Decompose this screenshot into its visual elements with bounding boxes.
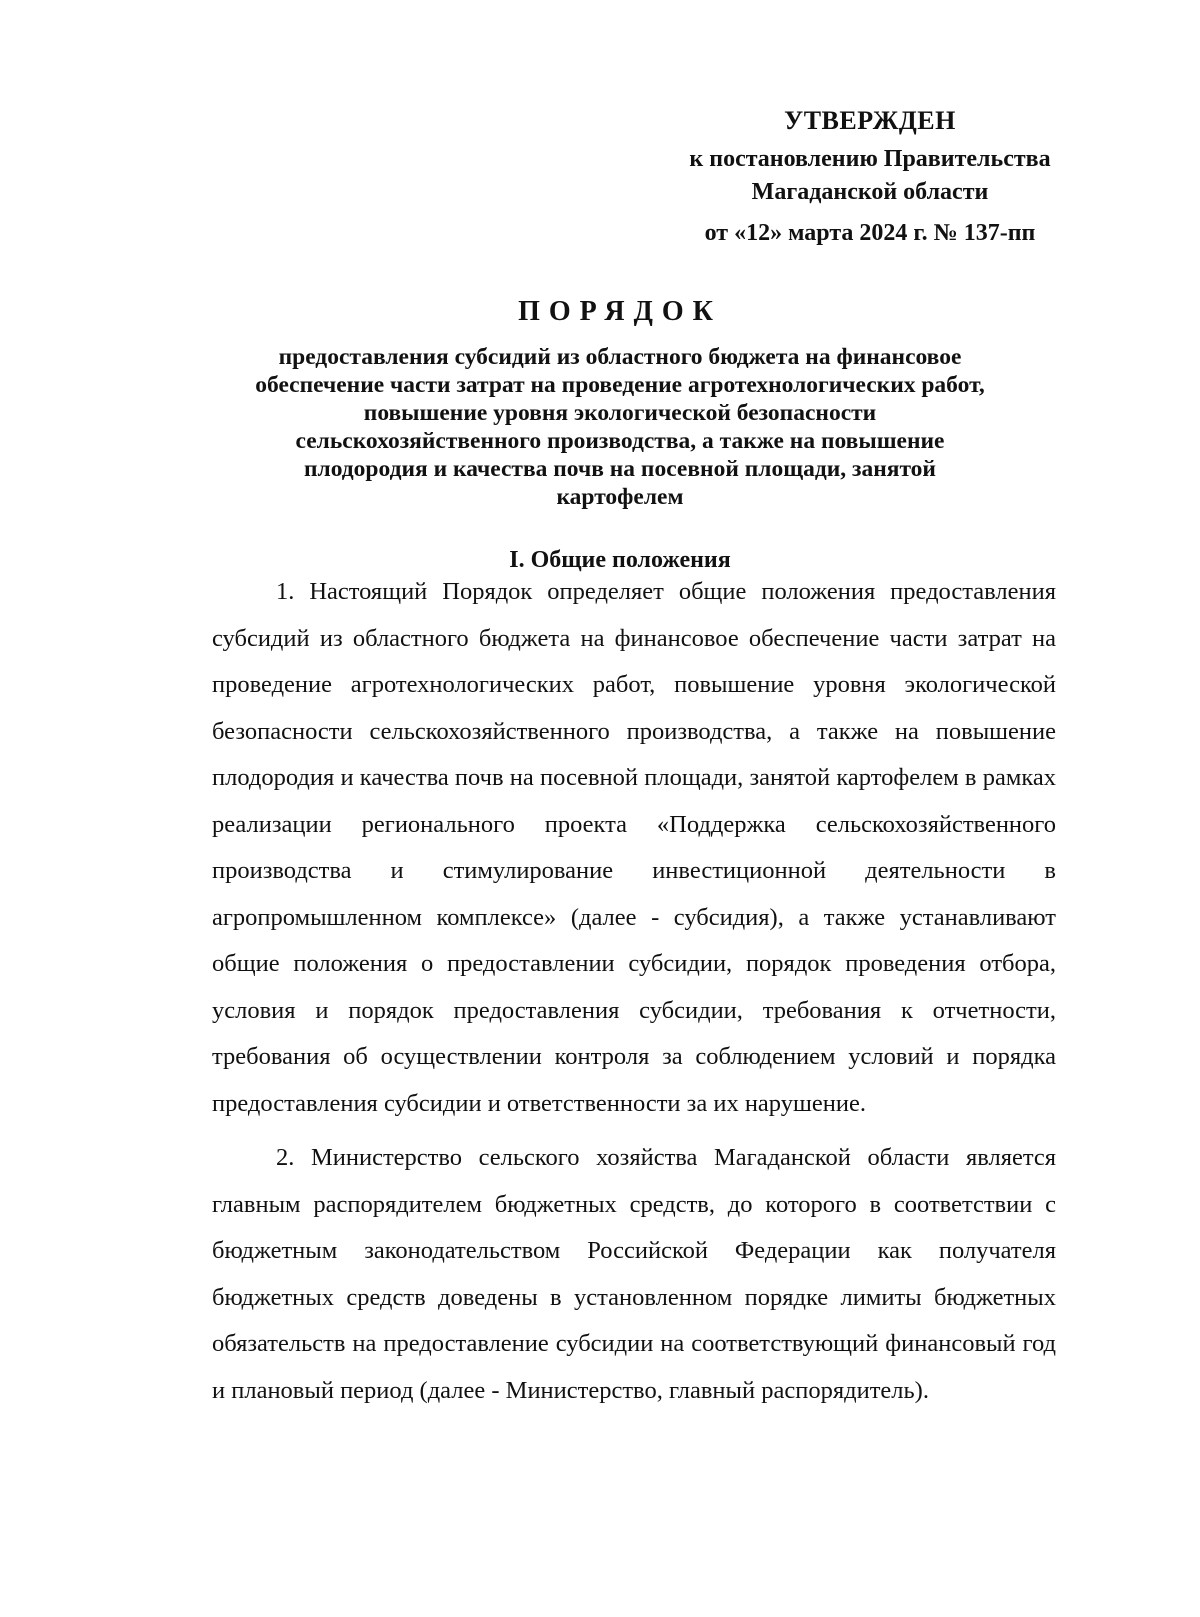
paragraph-1: 1. Настоящий Порядок определяет общие положения предоставления субсидий из областного бюджета на финансовое обеспечение части затрат на проведение агротехнологических работ, повышение уровня экологической безопасности сельскохозяйственного производства, а также на повышение плодородия и качества почв на посевной площади, занятой картофелем в рамках реализации регионального проекта «Поддержка сельскохозяйственного производства и стимулирование инвестиционной деятельности в агропромышленном комплексе» (далее - субсидия), а также устанавливают общие положения о предоставлении субсидии, порядок проведения отбора, условия и порядок предоставления субсидии, требования к отчетности, требования об осуществлении контроля за соблюдением условий и порядка предоставления субсидии и ответственности за их нарушение. <box>212 578 1056 1117</box>
subtitle-line: повышение уровня экологической безопасности <box>363 400 877 426</box>
body-text <box>212 569 1056 1414</box>
document-subtitle <box>200 343 1040 511</box>
subtitle-line: предоставления субсидий из областного бюджета на финансовое <box>278 344 962 370</box>
subtitle-line: обеспечение части затрат на проведение агротехнологических работ, <box>255 372 985 398</box>
document-title: ПОРЯДОК <box>518 296 722 327</box>
approval-title: УТВЕРЖДЕН <box>784 106 956 135</box>
subtitle-line: картофелем <box>556 484 684 510</box>
approval-line-2: Магаданской области <box>751 179 989 205</box>
approval-date-line: от «12» марта 2024 г. № 137-пп <box>704 220 1036 246</box>
approval-block <box>660 104 1080 250</box>
paragraph-2: 2. Министерство сельского хозяйства Магаданской области является главным распорядителем бюджетных средств, до которого в соответствии с бюджетным законодательством Российской Федерации как получателя бюджетных средств доведены в установленном порядке лимиты бюджетных обязательств на предоставление субсидии на соответствующий финансовый год и плановый период (далее - Министерство, главный распорядитель). <box>212 1144 1056 1404</box>
section-heading: I. Общие положения <box>509 547 731 573</box>
subtitle-line: плодородия и качества почв на посевной площади, занятой <box>304 456 936 482</box>
subtitle-line: сельскохозяйственного производства, а также на повышение <box>295 428 945 454</box>
approval-line-1: к постановлению Правительства <box>689 146 1051 172</box>
